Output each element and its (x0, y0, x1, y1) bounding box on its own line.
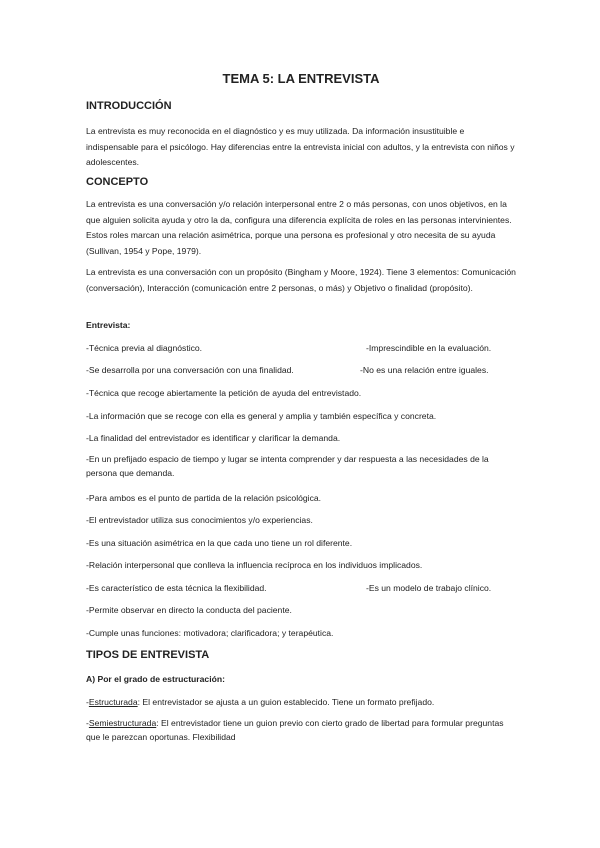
entrevista-item-5: -La finalidad del entrevistador es identificar y clarificar la demanda. (86, 433, 341, 443)
tipos-subheading: A) Por el grado de estructuración: (86, 674, 225, 684)
entrevista-item-6: -En un prefijado espacio de tiempo y lugar se intenta comprender y dar respuesta a las necesidades de la persona que demanda. (86, 454, 489, 478)
entrevista-item-11-left: -Es característico de esta técnica la flexibilidad. (86, 583, 267, 593)
entrevista-item-4: -La información que se recoge con ella es general y amplia y también específica y concreta. (86, 411, 437, 421)
estructurada-term: Estructurada (88, 697, 138, 707)
estructurada-dash: - (86, 697, 89, 707)
paragraph-concepto-2: La entrevista es una conversación con un propósito (Bingham y Moore, 1924). Tiene 3 elementos: Comunicación (conversación), Interacción (comunicación entre 2 personas, o más) y Objetivo o finalidad (propósito). (86, 267, 516, 293)
entrevista-item-2-right: -No es una relación entre iguales. (360, 365, 489, 375)
heading-tipos: TIPOS DE ENTREVISTA (86, 649, 210, 661)
entrevista-item-3: -Técnica que recoge abiertamente la petición de ayuda del entrevistado. (86, 388, 362, 398)
paragraph-introduccion: La entrevista es muy reconocida en el diagnóstico y es muy utilizada. Da información insustituible e indispensable para el psicólogo. Hay diferencias entre la entrevista inicial con adultos, y la entrevista con niños y adolescentes. (86, 126, 515, 167)
entrevista-item-11-right: -Es un modelo de trabajo clínico. (366, 583, 492, 593)
heading-introduccion: INTRODUCCIÓN (86, 100, 172, 112)
entrevista-item-2-left: -Se desarrolla por una conversación con una finalidad. (86, 365, 294, 375)
entrevista-item-1-left: -Técnica previa al diagnóstico. (86, 343, 203, 353)
paragraph-concepto-1: La entrevista es una conversación y/o relación interpersonal entre 2 o más personas, con unos objetivos, en la que alguien solicita ayuda y otro la da, configura una diferencia explícita de roles en las personas intervinientes. Estos roles marcan una relación asimétrica, porque una persona es profesional y otro necesita de su ayuda (Sullivan, 1954 y Pope, 1979). (86, 199, 512, 256)
tipos-estructurada (86, 696, 434, 708)
entrevista-item-1-right: -Imprescindible en la evaluación. (366, 343, 492, 353)
entrevista-label: Entrevista: (86, 320, 131, 330)
entrevista-item-7: -Para ambos es el punto de partida de la relación psicológica. (86, 493, 322, 503)
entrevista-item-12: -Permite observar en directo la conducta del paciente. (86, 605, 292, 615)
entrevista-item-8: -El entrevistador utiliza sus conocimientos y/o experiencias. (86, 515, 313, 525)
entrevista-item-10: -Relación interpersonal que conlleva la influencia recíproca en los individuos implicados. (86, 560, 423, 570)
tipos-semiestructurada (86, 716, 516, 744)
entrevista-item-9: -Es una situación asimétrica en la que cada uno tiene un rol diferente. (86, 538, 353, 548)
entrevista-item-13: -Cumple unas funciones: motivadora; clarificadora; y terapéutica. (86, 628, 334, 638)
semi-text: : El entrevistador tiene un guion previo con cierto grado de libertad para formular preguntas que le parezcan oportunas. Flexibilidad (86, 718, 504, 742)
semi-dash: - (86, 718, 89, 728)
estructurada-text: : El entrevistador se ajusta a un guion establecido. Tiene un formato prefijado. (137, 697, 435, 707)
semi-term: Semiestructurada (88, 718, 157, 728)
heading-concepto: CONCEPTO (86, 176, 149, 188)
document-title: TEMA 5: LA ENTREVISTA (222, 71, 380, 86)
